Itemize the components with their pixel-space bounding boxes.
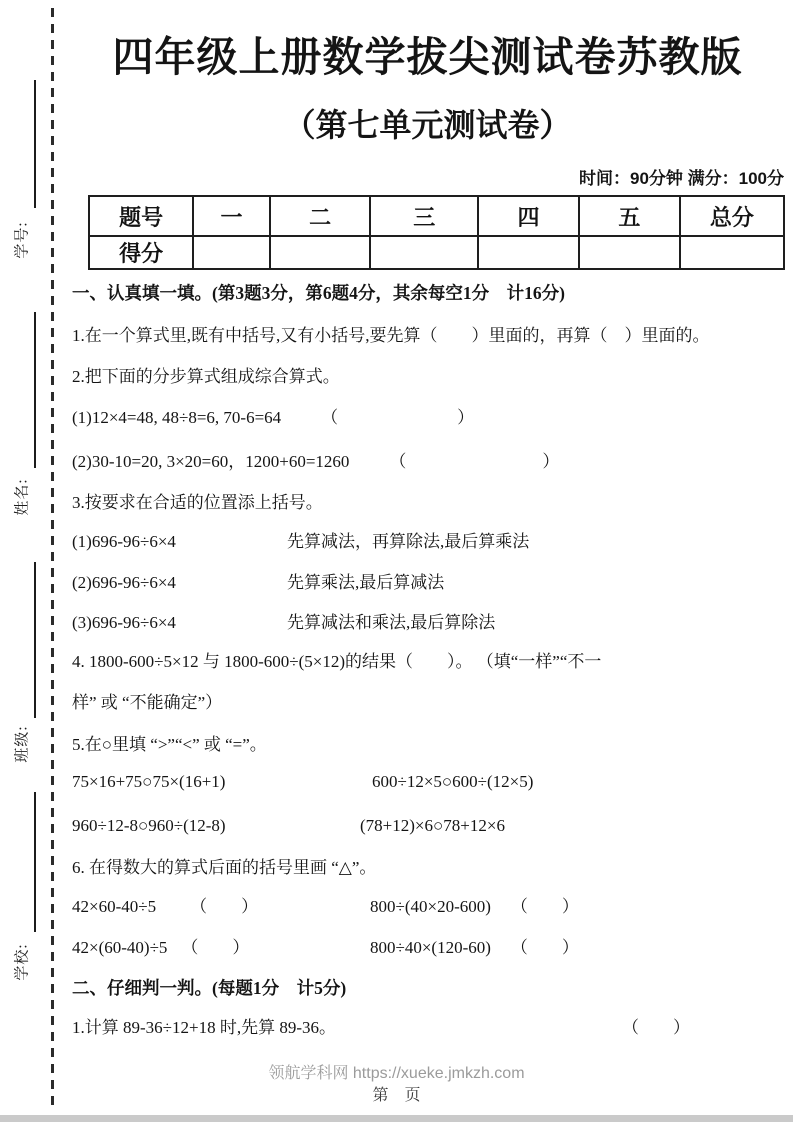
page-number-label: 第 页 [372, 1087, 421, 1104]
question-3-item-1 [72, 530, 785, 554]
score-cell [478, 236, 579, 269]
fold-dashed-line [51, 8, 54, 1108]
watermark-site-link[interactable]: 领航学科网 https://xueke.jmkzh.com [268, 1065, 525, 1082]
score-table-header-row [89, 196, 784, 236]
q6-row2-right-expression: 800÷40×(120-60) [370, 938, 491, 957]
question-2-item-1 [72, 406, 785, 430]
student-number-label: 学号: [14, 221, 31, 259]
school-label: 学校: [14, 943, 31, 981]
score-table [88, 195, 785, 270]
q3-item2-requirement: 先算乘法,最后算减法 [287, 573, 445, 592]
question-4-line-1: 4. 1800-600÷5×12 与 1800-600÷(5×12)的结果（ ）。 （填“一样”“不一 [72, 652, 602, 671]
q3-item1-requirement: 先算减法，再算除法,最后算乘法 [287, 532, 530, 551]
question-6-row-1 [72, 895, 785, 919]
question-4-line-2: 样” 或 “不能确定”） [72, 693, 223, 712]
score-cell [270, 236, 371, 269]
score-cell [370, 236, 478, 269]
q6-row1-left-blank: （ ） [190, 897, 259, 916]
q6-row2-left-blank: （ ） [181, 938, 250, 957]
q2-item2-expression: (2)30-10=20, 3×20=60，1200+60=1260 [72, 452, 350, 471]
score-row-label: 得分 [89, 236, 193, 269]
q3-item2-expression: (2)696-96÷6×4 [72, 573, 176, 592]
s2-q1-judge-blank: （ ） [622, 1018, 690, 1037]
paper-content [70, 0, 785, 1122]
s2-q1-text: 1.计算 89-36÷12+18 时,先算 89-36。 [72, 1018, 336, 1037]
score-table-score-row [89, 236, 784, 269]
section2-question-1 [72, 1016, 785, 1040]
score-cell [579, 236, 680, 269]
score-cell [680, 236, 784, 269]
q3-item3-requirement: 先算减法和乘法,最后算除法 [287, 613, 496, 632]
scan-edge-strip [0, 1115, 793, 1122]
q5-row1-right-expression: 600÷12×5○600÷(12×5) [372, 772, 534, 791]
score-table-cell-1: 一 [193, 196, 269, 236]
score-cell [193, 236, 269, 269]
score-table-cell-total: 总分 [680, 196, 784, 236]
school-write-line [34, 792, 36, 932]
score-table-cell-timu: 题号 [89, 196, 193, 236]
q2-item1-expression: (1)12×4=48, 48÷8=6, 70-6=64 [72, 408, 282, 427]
question-3-item-2 [72, 571, 785, 595]
student-name-label: 姓名: [14, 478, 31, 516]
question-3: 3.按要求在合适的位置添上括号。 [72, 493, 323, 512]
q3-item3-expression: (3)696-96÷6×4 [72, 613, 176, 632]
q5-row1-left-expression: 75×16+75○75×(16+1) [72, 772, 226, 791]
q6-row1-right [370, 895, 579, 919]
class-write-line [34, 562, 36, 718]
student-number-write-line [34, 80, 36, 208]
time-and-score-meta: 时间：90分钟 满分：100分 [579, 169, 784, 188]
question-6-row-2 [72, 936, 785, 960]
question-5: 5.在○里填 “>”“<” 或 “=”。 [72, 735, 267, 754]
section1-heading: 一、认真填一填。(第3题3分，第6题4分，其余每空1分 计16分) [72, 283, 565, 303]
score-table-cell-5: 五 [579, 196, 680, 236]
q3-item1-expression: (1)696-96÷6×4 [72, 532, 176, 551]
score-table-cell-4: 四 [478, 196, 579, 236]
q2-item2-answer-blank: （ ） [389, 452, 560, 471]
q5-row2-left-expression: 960÷12-8○960÷(12-8) [72, 816, 226, 835]
question-2-item-2 [72, 450, 785, 474]
paper-subtitle: （第七单元测试卷） [283, 107, 572, 143]
question-1: 1.在一个算式里,既有中括号,又有小括号,要先算（ ）里面的，再算（ ）里面的。 [72, 326, 710, 345]
q6-row2-right-blank: （ ） [510, 938, 579, 957]
question-5-row-1 [72, 770, 785, 794]
q6-row1-left-expression: 42×60-40÷5 [72, 897, 157, 916]
question-5-row-2 [72, 814, 785, 838]
paper-title: 四年级上册数学拔尖测试卷苏教版 [112, 34, 743, 80]
score-table-cell-3: 三 [370, 196, 478, 236]
q5-row2-right-expression: (78+12)×6○78+12×6 [360, 816, 505, 835]
question-6: 6. 在得数大的算式后面的括号里画 “△”。 [72, 858, 377, 877]
q6-row2-right [370, 936, 579, 960]
class-label: 班级: [14, 725, 31, 763]
student-name-write-line [34, 312, 36, 468]
question-2: 2.把下面的分步算式组成综合算式。 [72, 367, 340, 386]
score-table-cell-2: 二 [270, 196, 371, 236]
question-3-item-3 [72, 611, 785, 635]
q6-row1-right-blank: （ ） [510, 897, 579, 916]
section2-heading: 二、仔细判一判。(每题1分 计5分) [72, 978, 347, 998]
q2-item1-answer-blank: （ ） [321, 408, 475, 427]
q6-row1-right-expression: 800÷(40×20-600) [370, 897, 491, 916]
q6-row2-left-expression: 42×(60-40)÷5 [72, 938, 168, 957]
